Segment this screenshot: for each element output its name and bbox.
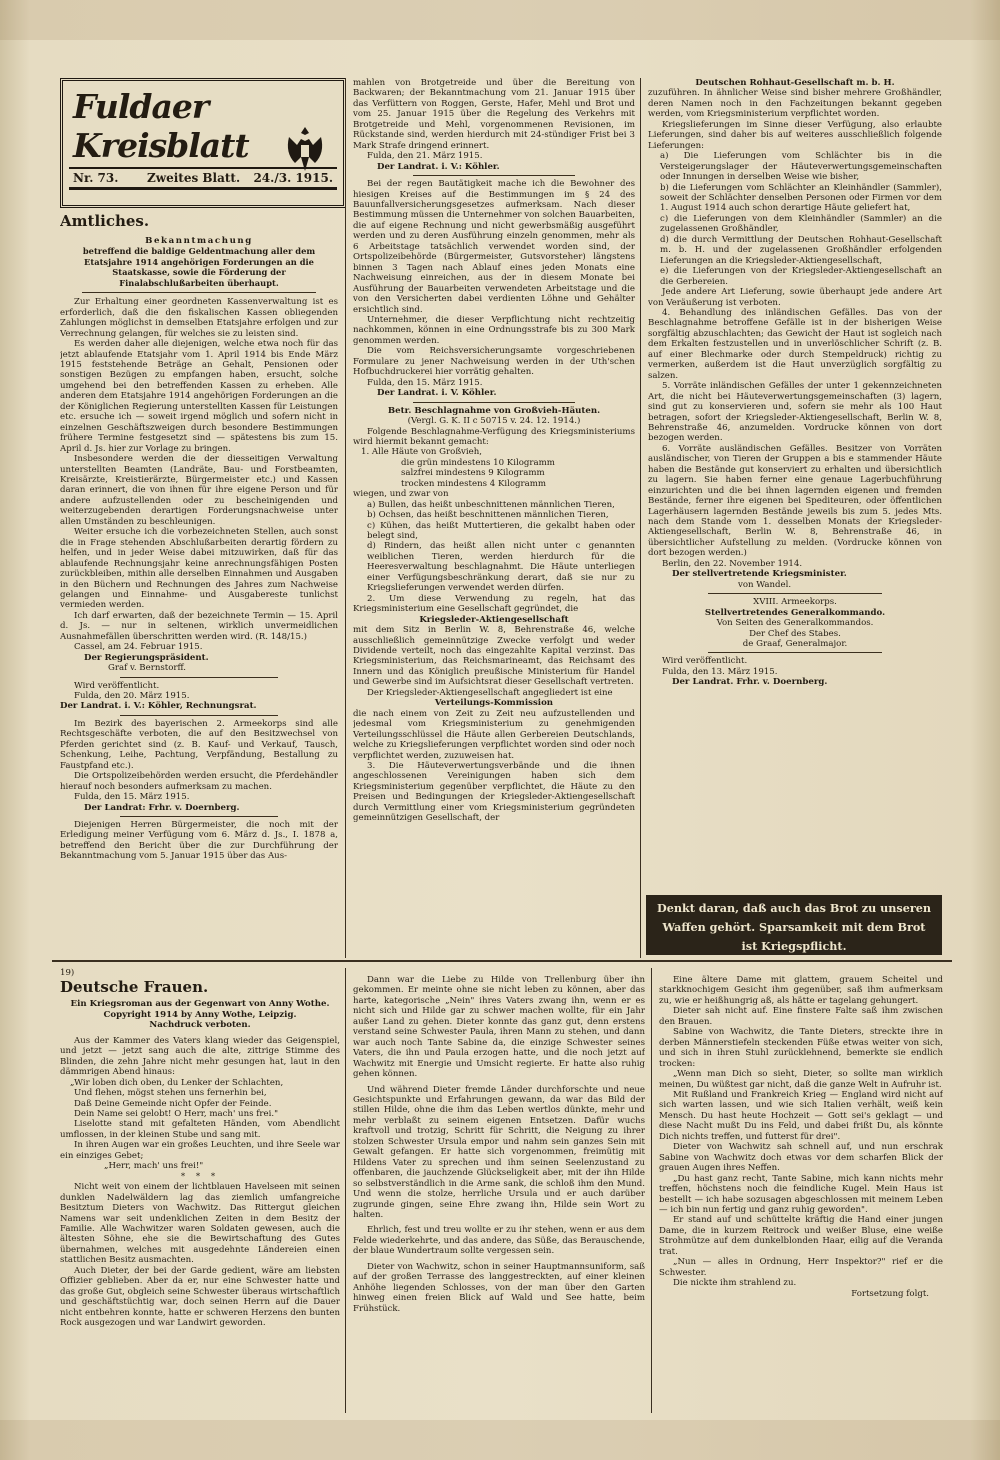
- notice-paragraph: 3. Die Häuteverwertungsverbände und die ihnen angeschlossenen Vereinigungen haben sich dem Kriegsministerium gegenüber verpflichtet, die Häute zu den Preisen und Bedingungen der Kriegsleder-Aktiengesellschaft durch Vermittlung einer vom Kriegsministerium gegründeten gemeinnützigen Gesellschaft, der: [353, 761, 635, 824]
- notice-paragraph: zuzuführen. In ähnlicher Weise sind bisher mehrere Großhändler, deren Namen noch in den Fachzeitungen bekannt gegeben werden, vom Kriegsministerium verpflichtet worden.: [648, 88, 942, 120]
- novel-paragraph: „Du hast ganz recht, Tante Sabine, mich kann nichts mehr treffen, höchstens noch die feindliche Kugel. Mein Haus ist bestellt — ich habe sozusagen abgeschlossen mit meinem Leben — ich bin nun fertig und ganz ruhig geworden".: [659, 1173, 943, 1215]
- novel-title: Deutsche Frauen.: [60, 978, 209, 997]
- masthead: [60, 78, 346, 208]
- notice-paragraph: 2. Um diese Verwendung zu regeln, hat das Kriegsministerium eine Gesellschaft gegründet, die: [353, 593, 635, 615]
- numbered-item: 5. Vorräte inländischen Gefälles der unter 1 gekennzeichneten Art, die nicht bei Häuteverwertungsgemeinschaften (3) lagern, sind gut zu konservieren und, sofern sie mehr als 100 Haut betragen, sofort der Kriegsleder-Aktiengesellschaft, Berlin W. 8, Behrenstraße 46, anzumelden. Vordrucke können von dort bezogen werden.: [648, 381, 942, 444]
- place-date: Cassel, am 24. Februar 1915.: [74, 642, 203, 653]
- notice-paragraph: Jede andere Art Lieferung, sowie überhaupt jede andere Art von Veräußerung ist verboten.: [648, 287, 942, 308]
- continuation-note: Fortsetzung folgt.: [851, 1288, 929, 1299]
- list-item: 1. Alle Häute von Großvieh,: [361, 447, 483, 458]
- corps-line: de Graaf, Generalmajor.: [742, 639, 848, 650]
- signature: Der stellvertretende Kriegsminister.: [672, 569, 847, 580]
- novel-column-1: 19) Deutsche Frauen. Ein Kriegsroman aus der Gegenwart von Anny Wothe. Copyright 1914 by Anny Wothe, Leipzig. Nachdruck verboten. Aus der Kammer des Vaters klang wieder das Geigenspiel, und jetzt — jetzt sang auch die alte, zittrige Stimme des Blinden, die zehn Jahre nicht mehr gesungen hat, laut in den dämmrigen Abend hinaus: „Wir loben dich oben, du Lenker der Schlachten, Und flehen, mögst stehen uns fernerhin bei, Daß Deine Gemeinde nicht Opfer der Feinde. Dein Name sei gelobt! O Herr, mach' uns frei." Liselotte stand mit gefalteten Händen, vom Abendlicht umflossen, in der kleinen Stube und sang mit. In ihren Augen war ein großes Leuchten, und ihre Seele war ein einziges Gebet; „Herr, mach' uns frei!" * * * Nicht weit von einem der lichtblauen Havelseen mit seinen dunklen Nadelwäldern lag das ziemlich umfangreiche Besitztum Dieters von Wachwitz. Das Rittergut gleichen Namens war seit undenklichen Zeiten in dem Besitz der Familie. Alle Wachwitzer waren Soldaten gewesen, auch die ältesten Söhne, ehe sie die Bewirtschaftung des Gutes übernahmen, welches mit ausgedehnte Ländereien einen stattlichen Besitz ausmachten. Auch Dieter, der bei der Garde gedient, wäre am liebsten Offizier geblieben. Aber da er, nur eine Schwester hatte und das große Gut, obgleich seine Schwester überaus wirtschaftlich und geschäftstüchtig war, doch seinen Herrn auf die Dauer nicht entbehren konnte, hatte er schweren Herzens den bunten Rock ausgezogen und war Landwirt geworden.: [60, 968, 340, 1329]
- corps-line: Der Chef des Stabes.: [749, 628, 841, 639]
- novel-paragraph: Sabine von Wachwitz, die Tante Dieters, streckte ihre in derben Männerstiefeln steckenden Füße etwas weiter von sich, und sich in ihren Stuhl zurücklehnend, bemerkte sie endlich trocken:: [659, 1027, 943, 1069]
- numbered-item: 6. Vorräte ausländischen Gefälles. Besitzer von Vorräten ausländischer, von Tieren der Gruppen a bis e stammender Häute haben die Bestände gut konserviert zu erhalten und übersichtlich zu lagern. Sie haben ferner eine genaue Lagerbuchführung einzurichten und die bei ihnen lagernden eigenen und fremden Bestände, ferner ihre eigenen bei Spediteuren, oder öffentlichen Lagerhäusern lagernden Bestände jeweils bis zum 5. jedes Mts. nach dem Stande vom 1. desselben Monats der Kriegsleder-Aktiengesellschaft, Berlin W. 8, Behrenstraße 46, in übersichtlicher Aufstellung zu melden. (Vordrucke können von dort bezogen werden.): [648, 443, 942, 559]
- commission-name: Verteilungs-Kommission: [434, 698, 554, 709]
- publication-date: Fulda, den 20. März 1915.: [74, 691, 190, 702]
- novel-paragraph: „Nun — alles in Ordnung, Herr Inspektor?" rief er die Schwester.: [659, 1257, 943, 1278]
- list-item: a) Die Lieferungen vom Schlächter bis in die Versteigerungslager der Häuteverwertungsgemeinschaften oder Innungen in derselben Weise wie bisher,: [660, 151, 942, 183]
- issue-date: 24./3. 1915.: [253, 171, 333, 185]
- list-item: c) Kühen, das heißt Muttertieren, die gekalbt haben oder belegt sind,: [367, 520, 635, 542]
- notice-paragraph: die nach einem von Zeit zu Zeit neu aufzustellenden und jedesmal vom Kriegsministerium zu genehmigenden Verteilungsschlüssel die Häute allen Gerbereien Deutschlands, welche zu Kriegslieferungen verpflichtet worden sind oder noch verpflichtet werden, zuzuweisen hat.: [353, 708, 635, 761]
- publication-note: Wird veröffentlicht.: [74, 680, 160, 691]
- signature-name: Graf v. Bernstorff.: [108, 663, 187, 674]
- slogan-line: Waffen gehört. Sparsamkeit mit dem Brot: [662, 920, 926, 934]
- sheet-label: Zweites Blatt.: [147, 171, 241, 185]
- novel-paragraph: Und während Dieter fremde Länder durchforschte und neue Gesichtspunkte und Erfahrungen gewann, da war das Bild der stillen Hilde, ohne die ihm das Leben wertlos dünkte, mehr und mehr verblaßt zu seinem eigenen Entsetzen. Dafür wuchs kraftvoll und trotzig, Schritt für Schritt, die Neigung zu ihrer stolzen Schwester Ursula empor und nahm sein ganzes Sein mit Gewalt gefangen. Er hatte sich vorgenommen, freimütig mit Hildens Vater zu sprechen und ihm seinen Seelenzustand zu offenbaren, die jauchzende Glückseligkeit aber, mit der ihn Hilde so selbstverständlich in die Arme sank, die schloß ihm den Mund. Und wenn die stolze, herrliche Ursula und er auch darüber zugrunde gingen, seine Ehre zwang ihn, Hilde sein Wort zu halten.: [353, 1084, 645, 1220]
- signature: Der Landrat. i. V. Köhler.: [377, 388, 497, 399]
- novel-paragraph: Eine ältere Dame mit glattem, grauem Scheitel und starkknochigem Gesicht ihm gegenüber, saß ihm aufmerksam zu, wie er heißhungrig aß, als hätte er tagelang gehungert.: [659, 975, 943, 1006]
- novel-paragraph: Nicht weit von einem der lichtblauen Havelseen mit seinen dunklen Nadelwäldern lag das ziemlich umfangreiche Besitztum Dieters von Wachwitz. Das Rittergut gleichen Namens war seit undenklichen Zeiten in dem Besitz der Familie. Alle Wachwitzer waren Soldaten gewesen, auch die ältesten Söhne, ehe sie die Bewirtschaftung des Gutes übernahmen, welches mit ausgedehnte Ländereien einen stattlichen Besitz ausmachten.: [60, 1182, 340, 1266]
- publication-signature: Der Landrat. i. V.: Köhler, Rechnungsrat.: [60, 701, 257, 712]
- masthead-title: Fuldaer Kreisblatt: [73, 87, 249, 165]
- list-item: d) Rindern, das heißt allen nicht unter c genannten weiblichen Tieren, werden hierdurch für die Heeresverwaltung beschlagnahmt. Die Häute unterliegen einer Verfügungsbeschränkung derart, daß sie nur zu Kriegslieferungen verwendet werden dürfen.: [367, 541, 635, 594]
- notice-paragraph: Weiter ersuche ich die vorbezeichneten Stellen, auch sonst die in Frage stehenden Abschlußarbeiten derartig fördern zu helfen, und in jeder Weise dabei mitzuwirken, daß für das ablaufende Rechnungsjahr keine anrechnungsfähigen Posten zurückbleiben, mithin alle derselben Einnahmen und Ausgaben in den Büchern und Rechnungen des Jahres zum Nachweise gelangen und Einnahme- und Ausgabereste tunlichst vermieden werden.: [60, 527, 338, 611]
- list-item: wiegen, und zwar von: [353, 489, 449, 500]
- verse-line: Dein Name sei gelobt! O Herr, mach' uns frei.": [74, 1108, 279, 1119]
- numbered-item: 4. Behandlung des inländischen Gefälles. Das von der Beschlagnahme betroffene Gefälle ist in der bisherigen Weise sorgfältig abzuschlachten; das Gewicht der Haut ist sogleich nach dem Erkalten festzustellen und in unverlöschlicher Schrift (z. B. auf einer Blechmarke oder durch Stempeldruck) richtig zu vermerken, außerdem ist die Haut unverzüglich sorgfältig zu salzen.: [648, 307, 942, 381]
- novel-paragraph: „Wenn man Dich so sieht, Dieter, so sollte man wirklich meinen, Du wüßtest gar nicht, daß die ganze Welt in Aufruhr ist.: [659, 1069, 943, 1090]
- signature-name: von Wandel.: [738, 579, 792, 590]
- novel-paragraph: Dieter von Wachwitz, schon in seiner Hauptmannsuniform, saß auf der großen Terrasse des langgestreckten, auf einer kleinen Anhöhe liegenden Schlosses, von der man über den Garten hinweg einen freien Blick auf Wald und See hatte, beim Frühstück.: [353, 1261, 645, 1314]
- signature: Der Landrat: Frhr. v. Doernberg.: [84, 802, 240, 813]
- novel-paragraph: Dann war die Liebe zu Hilde von Trellenburg über ihn gekommen. Er meinte ohne sie nicht leben zu können, aber das harte, kategorische „Nein" ihres Vaters zwang ihn, wenn er es nicht sich und Hilde gar zu schwer machen wollte, für ein Jahr außer Land zu gehen. Dieter konnte das ganz gut, denn erstens verstand seine Schwester Paula, ihren Mann zu stehen, und dann war auch noch Tante Sabine da, die einzige Schwester seines Vaters, die ihn und Paula erzogen hatte, und die noch jetzt auf Wachwitz mit Energie und Umsicht regierte. Er hatte also ruhig gehen können.: [353, 975, 645, 1080]
- novel-paragraph: Aus der Kammer des Vaters klang wieder das Geigenspiel, und jetzt — jetzt sang auch die alte, zittrige Stimme des Blinden, die zehn Jahre nicht mehr gesungen hat, laut in den dämmrigen Abend hinaus:: [60, 1035, 340, 1078]
- notice-heading: Betr. Beschlagnahme von Großvieh-Häuten.: [387, 405, 601, 416]
- notice-paragraph: Im Bezirk des bayerischen 2. Armeekorps sind alle Rechtsgeschäfte verboten, die auf den Besitzwechsel von Pferden gerichtet sind (z. B. Kauf- und Verkauf, Tausch, Schenkung, Leihe, Pachtung, Verpfändung, Bestallung zu Faustpfand etc.).: [60, 718, 338, 771]
- publication-signature: Der Landrat. Frhr. v. Doernberg.: [672, 677, 828, 688]
- novel-paragraph: In ihren Augen war ein großes Leuchten, und ihre Seele war ein einziges Gebet;: [60, 1140, 340, 1161]
- publication-date: Fulda, den 13. März 1915.: [662, 666, 778, 677]
- notice-paragraph: Die vom Reichsversicherungsamte vorgeschriebenen Formulare zu jener Nachweisung werden in der Uth'schen Hofbuchdruckerei hier vorrätig gehalten.: [353, 346, 635, 378]
- novel-reprint-note: Nachdruck verboten.: [149, 1020, 251, 1031]
- notice-paragraph: Die Ortspolizeibehörden werden ersucht, die Pferdehändler hierauf noch besonders aufmerksam zu machen.: [60, 771, 338, 792]
- corps-subheading: Stellvertretendes Generalkommando.: [704, 607, 886, 618]
- notice-title: Bekanntmachung: [145, 236, 253, 246]
- list-item: c) die Lieferungen von dem Kleinhändler (Sammler) an die zugelassenen Großhändler,: [660, 213, 942, 235]
- notice-paragraph: Diejenigen Herren Bürgermeister, die noch mit der Erledigung meiner Verfügung vom 6. März d. Js., I. 1878 a, betreffend den Bericht über die zur Durchführung der Bekanntmachung vom 5. Januar 1915 über das Aus-: [60, 820, 338, 862]
- publication-note: Wird veröffentlicht.: [662, 656, 748, 667]
- list-item: trocken mindestens 4 Kilogramm: [401, 478, 547, 489]
- notice-paragraph: Kriegslieferungen im Sinne dieser Verfügung, also erlaubte Lieferungen, sind daher bis auf weiteres ausschließlich folgende Lieferungen:: [648, 119, 942, 151]
- notice-paragraph: Unternehmer, die dieser Verpflichtung nicht rechtzeitig nachkommen, können in eine Ordnungsstrafe bis zu 300 Mark genommen werden.: [353, 314, 635, 346]
- signature: Der Landrat. i. V.: Köhler.: [377, 161, 500, 172]
- notice-paragraph: mit dem Sitz in Berlin W. 8, Behrenstraße 46, welche ausschließlich gemeinnützige Zwecke verfolgt und weder Dividende verteilt, noch das eingezahlte Kapital verzinst. Das Kriegsministerium, das Reichsmarineamt, das Reichsamt des Innern und das Königlich preußische Ministerium für Handel und Gewerbe sind im Aufsichtsrat dieser Gesellschaft vertreten.: [353, 625, 635, 688]
- list-item: d) die durch Vermittlung der Deutschen Rohhaut-Gesellschaft m. b. H. und der zugelassenen Großhändler erfolgenden Lieferungen an die Kriegsleder-Aktiengesellschaft,: [660, 234, 942, 266]
- novel-paragraph: „Herr, mach' uns frei!": [104, 1161, 204, 1172]
- company-name: Deutschen Rohhaut-Gesellschaft m. b. H.: [695, 78, 895, 88]
- list-item: e) die Lieferungen von der Kriegsleder-Aktiengesellschaft an die Gerbereien.: [660, 266, 942, 287]
- novel-paragraph: Liselotte stand mit gefalteten Händen, vom Abendlicht umflossen, in der kleinen Stube und sang mit.: [60, 1119, 340, 1140]
- notice-reference: (Vergl. G. K. II c 50715 v. 24. 12. 1914.): [407, 416, 581, 427]
- installment-number: 19): [60, 968, 75, 978]
- place-date: Fulda, den 15. März 1915.: [367, 377, 483, 388]
- verse-line: „Wir loben dich oben, du Lenker der Schlachten,: [70, 1077, 284, 1088]
- notice-paragraph: Bei der regen Bautätigkeit mache ich die Bewohner des hiesigen Kreises auf die Bestimmungen im § 24 des Bauunfallversicherungsgesetzes aufmerksam. Nach dieser Bestimmung müssen die Unternehmer von solchen Bauarbeiten, die auf eigene Rechnung und nicht gewerbsmäßig ausgeführt werden und zu deren Ausführung einzeln genommen, mehr als 6 Arbeitstage tatsächlich verwendet worden sind, der Ortspolizeibehörde (Bürgermeister, Gutsvorsteher) längstens binnen 3 Tagen nach Ablauf eines jeden Monats eine Nachweisung einreichen, aus der in diesem Monate bei Ausführung der Bauarbeiten verwendeten Arbeitstage und die von den Versicherten dabei verdienten Löhne und Gehälter ersichtlich sind.: [353, 179, 635, 315]
- novel-column-3: [659, 975, 943, 1413]
- official-column-2: [353, 78, 635, 958]
- official-column-3: [648, 78, 942, 890]
- slogan-line: Denkt daran, daß auch das Brot zu unseren: [657, 901, 931, 915]
- novel-paragraph: Er stand auf und schüttelte kräftig die Hand einer jungen Dame, die in kurzem Reitrock und weißer Bluse, eine weiße Strohmütze auf dem dunkelblonden Haar, eilig auf die Veranda trat.: [659, 1215, 943, 1257]
- novel-paragraph: Mit Rußland und Frankreich Krieg — England wird nicht auf sich warten lassen, und wie sich Italien verhält, weiß kein Mensch. Du hast heute Hochzeit — Gott sei's geklagt — und diese Nacht mußt Du ins Feld, und dabei frißt Du, als könnte Dich nichts treffen, und futterst für drei".: [659, 1089, 943, 1142]
- notice-paragraph: Insbesondere werden die der diesseitigen Verwaltung unterstellten Beamten (Landräte, Bau- und Forstbeamten, Kreisärzte, Kreistierärzte, Bürgermeister etc.) und Kassen daran erinnert, die von ihnen für ihre eigene Person und für andere aufzustellenden oder zu bescheinigenden und weiterzugebenden derartigen Forderungsnachweise unter allen Umständen zu beschleunigen.: [60, 454, 338, 527]
- issue-number: Nr. 73.: [73, 171, 119, 185]
- notice-paragraph: mahlen von Brotgetreide und über die Bereitung von Backwaren; der Bekanntmachung vom 21. Januar 1915 über das Verfüttern von Roggen, Gerste, Hafer, Mehl und Brot und vom 25. Januar 1915 über die Regelung des Verkehrs mit Brotgetreide und Mehl, vorgenommenen Revisionen, im Rückstande sind, werden hierdurch mit 24-stündiger Frist bei 3 Mark Strafe dringend erinnert.: [353, 78, 635, 151]
- slogan-line: ist Kriegspflicht.: [741, 939, 847, 953]
- novel-column-2: [353, 975, 645, 1413]
- list-item: a) Bullen, das heißt unbeschnittenen männlichen Tieren,: [367, 499, 615, 510]
- section-heading: Amtliches.: [60, 212, 150, 230]
- novel-paragraph: Die nickte ihm strahlend zu.: [673, 1278, 797, 1289]
- notice-subtitle: betreffend die baldige Geldentmachung aller dem Etatsjahre 1914 angehörigen Forderungen an die Staatskasse, sowie die Förderung der Finalabschlußarbeiten überhaupt.: [82, 246, 316, 288]
- novel-paragraph: Dieter von Wachwitz sah schnell auf, und nun erschrak Sabine von Wachwitz doch etwas vor dem scharfen Blick der grauen Augen ihres Neffen.: [659, 1142, 943, 1174]
- verse-line: Und flehen, mögst stehen uns fernerhin bei,: [74, 1088, 267, 1099]
- novel-copyright: Copyright 1914 by Anny Wothe, Leipzig.: [103, 1009, 297, 1020]
- list-item: salzfrei mindestens 9 Kilogramm: [401, 468, 545, 479]
- novel-paragraph: Dieter sah nicht auf. Eine finstere Falte saß ihm zwischen den Brauen.: [659, 1006, 943, 1027]
- novel-paragraph: Auch Dieter, der bei der Garde gedient, wäre am liebsten Offizier geblieben. Aber da er, nur eine Schwester hatte und das große Gut, obgleich seine Schwester überaus wirtschaftlich und geschäftstüchtig war, doch seinen Herrn auf die Dauer nicht entbehren konnte, hatte er schweren Herzens den bunten Rock ausgezogen und war Landwirt geworden.: [60, 1265, 340, 1329]
- masthead-info-row: [69, 167, 337, 189]
- official-column-1: [60, 208, 338, 958]
- notice-paragraph: Es werden daher alle diejenigen, welche etwa noch für das jetzt ablaufende Etatsjahr vom 1. April 1914 bis Ende März 1915 feststehende Beträge an Gehalt, Pensionen oder sonstigen Bezügen zu empfangen haben, ersucht, solche umgehend bei den betreffenden Kassen zu erheben. Alle anderen dem Etatsjahre 1914 angehörigen Forderungen an die der Königlichen Regierung unterstellten Kassen für Leistungen etc. ersuche ich — soweit irgend möglich und sofern nicht in einzelnen Geschäftszweigen durch besondere Bestimmungen frühere Termine festgesetzt sind — spätestens bis zum 15. April d. Js. hier zur Vorlage zu bringen.: [60, 339, 338, 454]
- notice-paragraph: Ich darf erwarten, daß der bezeichnete Termin — 15. April d. Js. — nur in seltenen, wirklich unvermeidlichen Ausnahmefällen überschritten werden wird. (R. 148/15.): [60, 610, 338, 642]
- company-name: Kriegsleder-Aktiengesellschaft: [419, 614, 569, 625]
- place-date: Berlin, den 22. November 1914.: [662, 558, 803, 569]
- list-item: b) die Lieferungen vom Schlächter an Kleinhändler (Sammler), soweit der Schlächter denselben Personen oder Firmen vor dem 1. August 1914 auch schon derartige Häute geliefert hat,: [660, 182, 942, 214]
- notice-paragraph: Zur Erhaltung einer geordneten Kassenverwaltung ist es erforderlich, daß die den fiskalischen Kassen obliegenden Zahlungen möglichst in demselben Etatsjahre erfolgen und zur Verrechnung gelangen, für welches sie zu leisten sind.: [60, 297, 338, 339]
- novel-paragraph: Ehrlich, fest und treu wollte er zu ihr stehen, wenn er aus dem Felde wiederkehrte, und das andere, das Süße, das Berauschende, der blaue Wundertraum sollte vergessen sein.: [353, 1225, 645, 1257]
- verse-line: Daß Deine Gemeinde nicht Opfer der Feinde.: [74, 1098, 272, 1109]
- corps-heading: XVIII. Armeekorps.: [753, 597, 837, 608]
- signature: Der Regierungspräsident.: [84, 652, 209, 663]
- place-date: Fulda, den 21. März 1915.: [367, 151, 483, 162]
- list-item: die grün mindestens 10 Kilogramm: [401, 457, 555, 468]
- corps-line: Von Seiten des Generalkommandos.: [716, 618, 874, 629]
- bread-slogan-banner: [646, 895, 942, 955]
- place-date: Fulda, den 15. März 1915.: [74, 792, 190, 803]
- novel-subtitle: Ein Kriegsroman aus der Gegenwart von Anny Wothe.: [70, 999, 330, 1010]
- notice-paragraph: Der Kriegsleder-Aktiengesellschaft angegliedert ist eine: [367, 687, 613, 698]
- notice-paragraph: Folgende Beschlagnahme-Verfügung des Kriegsministeriums wird hiermit bekannt gemacht:: [353, 426, 635, 447]
- list-item: b) Ochsen, das heißt beschnittenen männlichen Tieren,: [367, 510, 609, 521]
